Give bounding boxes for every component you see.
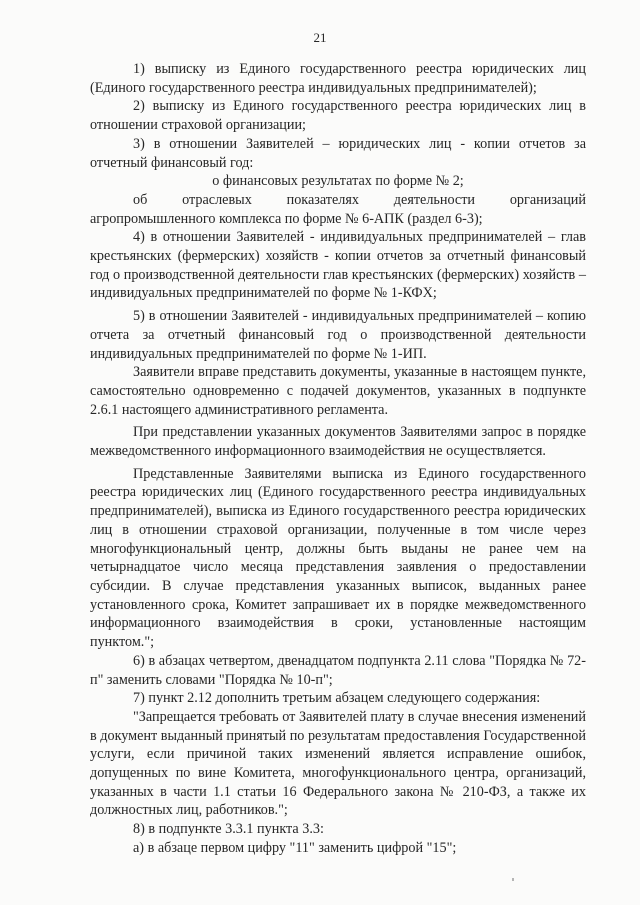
paragraph-extracts-validity: Представленные Заявителями выписка из Единого государственного реестра юридических лиц (Единого государственного реестра индивидуальных предпринимателей), выписка из Единого государственного реестра юридических лиц в отношении страховой организации, полученные в том числе через многофункциональный центр, должны быть выданы не ранее чем на четырнадцатое число месяца представления заявления о предоставлении субсидии. В случае представления указанных выписок, выданных ранее установленного срока, Комитет запрашивает их в порядке межведомственного информационного взаимодействия в сроки, установленные настоящим пунктом."; <box>90 465 586 651</box>
paragraph-item-8: 8) в подпункте 3.3.1 пункта 3.3: <box>133 821 324 838</box>
paragraph-industry-indicators: об отраслевых показателях деятельности организаций агропромышленного комплекса по форме № 6-АПК (раздел 6-3); <box>90 191 586 227</box>
paragraph-item-1: 1) выписку из Единого государственного реестра юридических лиц (Единого государственного реестра индивидуальных предпринимателей); <box>90 61 586 96</box>
paragraph-financial-results: о финансовых результатах по форме № 2; <box>212 173 464 190</box>
paragraph-interagency-request: При представлении указанных документов Заявителями запрос в порядке межведомственного информационного взаимодействия не осуществляется. <box>90 424 586 460</box>
paragraph-prohibition-quote: "Запрещается требовать от Заявителей плату в случае внесения изменений в документ выданный принятый по результатам предоставления Государственной услуги, если причиной таких изменений является исправление ошибок, допущенных по вине Комитета, многофункционального центра, организаций, указанных в части 1.1 статьи 16 Федерального закона № 210-ФЗ, а также их должностных лиц, работников."; <box>90 708 586 819</box>
paragraph-item-7: 7) пункт 2.12 дополнить третьим абзацем следующего содержания: <box>133 690 541 707</box>
scan-speck <box>512 878 514 881</box>
paragraph-item-2: 2) выписку из Единого государственного реестра юридических лиц в отношении страховой организации; <box>90 98 586 134</box>
paragraph-subitem-a: а) в абзаце первом цифру "11" заменить цифрой "15"; <box>133 839 457 856</box>
paragraph-item-4: 4) в отношении Заявителей - индивидуальных предпринимателей – глав крестьянских (фермерских) хозяйств - копии отчетов за отчетный финансовый год о производственной деятельности глав крестьянских (фермерских) хозяйств – индивидуальных предпринимателей по форме № 1-КФХ; <box>90 229 586 302</box>
paragraph-item-6: 6) в абзацах четвертом, двенадцатом подпункта 2.11 слова "Порядка № 72-п" заменить словами "Порядка № 10-п"; <box>90 652 586 688</box>
paragraph-item-5: 5) в отношении Заявителей - индивидуальных предпринимателей – копию отчета за отчетный финансовый год о производственной деятельности индивидуальных предпринимателей по форме № 1-ИП. <box>90 308 586 362</box>
paragraph-applicants-right: Заявители вправе представить документы, указанные в настоящем пункте, самостоятельно одновременно с подачей документов, указанных в подпункте 2.6.1 настоящего административного регламента. <box>90 364 586 418</box>
paragraph-item-3: 3) в отношении Заявителей – юридических лиц - копии отчетов за отчетный финансовый год: <box>90 135 586 171</box>
document-body <box>90 60 586 858</box>
page-number: 21 <box>313 30 327 45</box>
